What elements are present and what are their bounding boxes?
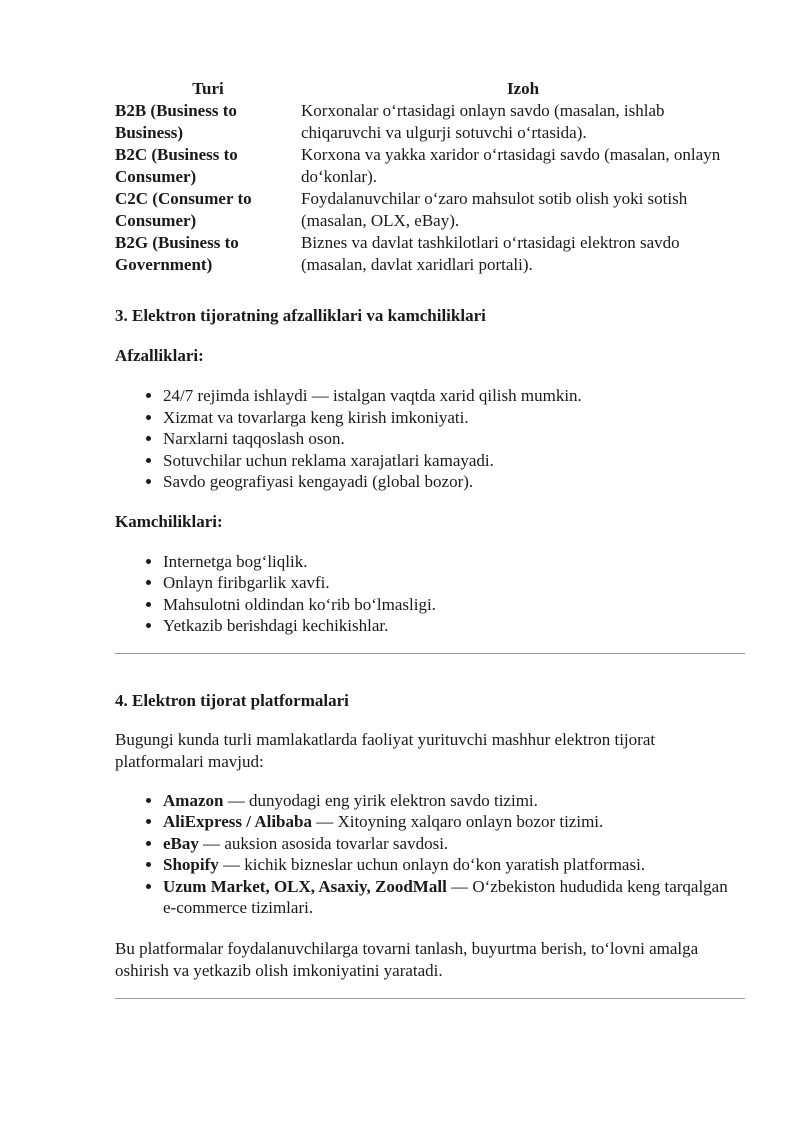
description-cell: Foydalanuvchilar o‘zaro mahsulot sotib olish yoki sotish (masalan, OLX, eBay).	[301, 189, 688, 230]
list-item: • Internetga bog‘liqlik.	[163, 551, 745, 573]
list-item: • Yetkazib berishdagi kechikishlar.	[163, 615, 745, 637]
section-3-heading: 3. Elektron tijoratning afzalliklari va kamchiliklari	[115, 306, 486, 325]
platform-name: Amazon	[163, 790, 224, 810]
disadvantages-list	[115, 551, 745, 637]
list-item: • 24/7 rejimda ishlaydi — istalgan vaqtda xarid qilish mumkin.	[163, 385, 745, 407]
description-cell: Korxonalar o‘rtasidagi onlayn savdo (masalan, ishlab chiqaruvchi va ulgurji sotuvchi o‘rtasida).	[301, 101, 665, 142]
platform-item	[163, 876, 745, 919]
platform-desc: — Xitoyning xalqaro onlayn bozor tizimi.	[311, 812, 604, 831]
list-item: • Onlayn firibgarlik xavfi.	[163, 572, 745, 594]
type-cell: B2C (Business to Consumer)	[115, 145, 238, 186]
list-item: • Xizmat va tovarlarga keng kirish imkoniyati.	[163, 407, 745, 429]
table-row	[115, 100, 745, 144]
platform-item	[163, 854, 745, 876]
ecommerce-types-table	[115, 78, 745, 276]
advantages-heading: Afzalliklari:	[115, 346, 204, 365]
platform-desc: — kichik bizneslar uchun onlayn do‘kon yaratish platformasi.	[218, 855, 646, 874]
platform-name: Uzum Market, OLX, Asaxiy, ZoodMall	[163, 876, 447, 896]
section-divider	[115, 653, 745, 654]
platform-desc: — O‘zbekiston hududida keng tarqalgan e-commerce tizimlari.	[163, 876, 728, 917]
table-header-row	[115, 78, 745, 100]
header-type: Turi	[192, 79, 224, 98]
description-cell: Korxona va yakka xaridor o‘rtasidagi savdo (masalan, onlayn do‘konlar).	[301, 145, 721, 186]
platforms-intro: Bugungi kunda turli mamlakatlarda faoliyat yurituvchi mashhur elektron tijorat platformalari mavjud:	[115, 729, 656, 771]
table-row	[115, 188, 745, 232]
list-item: • Mahsulotni oldindan ko‘rib bo‘lmasligi.	[163, 594, 745, 616]
advantages-list	[115, 385, 745, 493]
description-cell: Biznes va davlat tashkilotlari o‘rtasidagi elektron savdo (masalan, davlat xaridlari portali).	[301, 233, 680, 274]
platform-name: eBay	[163, 833, 199, 853]
section-divider	[115, 998, 745, 999]
table-row	[115, 144, 745, 188]
list-item: • Narxlarni taqqoslash oson.	[163, 428, 745, 450]
platform-name: AliExpress / Alibaba	[163, 812, 312, 831]
platforms-list	[115, 790, 745, 919]
list-item: • Sotuvchilar uchun reklama xarajatlari kamayadi.	[163, 450, 745, 472]
platform-item	[163, 833, 745, 855]
type-cell: B2B (Business to Business)	[115, 101, 237, 142]
platform-desc: — auksion asosida tovarlar savdosi.	[198, 833, 449, 853]
platforms-outro: Bu platformalar foydalanuvchilarga tovarni tanlash, buyurtma berish, to‘lovni amalga oshirish va yetkazib olish imkoniyatini yaratadi.	[115, 938, 699, 980]
header-description: Izoh	[506, 79, 540, 98]
type-cell: B2G (Business to Government)	[115, 233, 239, 274]
disadvantages-heading: Kamchiliklari:	[115, 511, 223, 531]
platform-name: Shopify	[163, 855, 219, 874]
table-row	[115, 232, 745, 276]
platform-desc: — dunyodagi eng yirik elektron savdo tizimi.	[223, 790, 538, 810]
platform-item	[163, 790, 745, 812]
document-page	[115, 78, 745, 999]
platform-item	[163, 811, 745, 833]
type-cell: C2C (Consumer to Consumer)	[115, 189, 252, 230]
list-item: • Savdo geografiyasi kengayadi (global bozor).	[163, 471, 745, 493]
section-4-heading: 4. Elektron tijorat platformalari	[115, 690, 349, 710]
